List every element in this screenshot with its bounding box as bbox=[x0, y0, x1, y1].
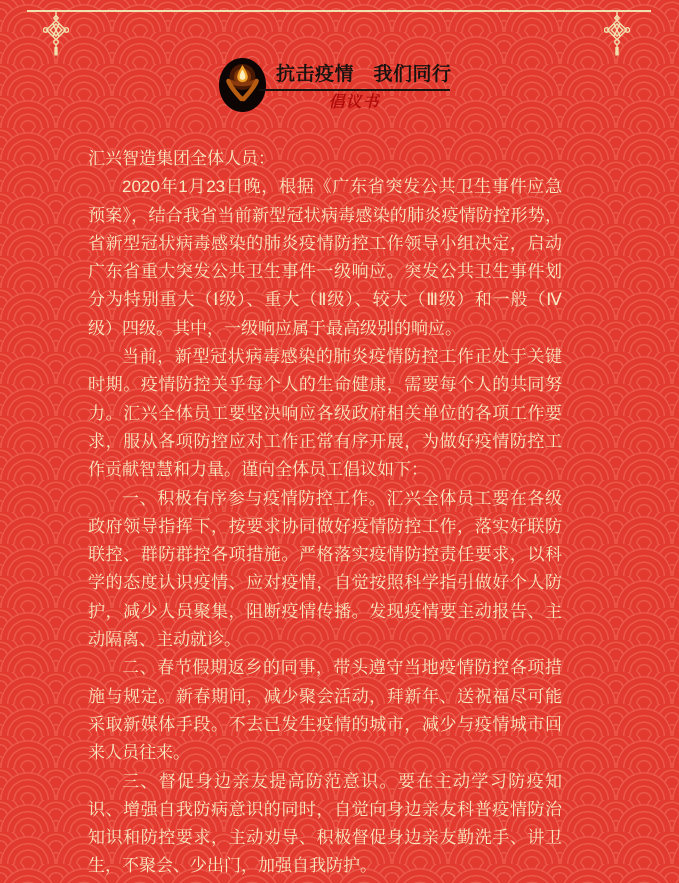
letter-paragraph: 2020年1月23日晚，根据《广东省突发公共卫生事件应急预案》，结合我省当前新型冠状病毒感染的肺炎疫情防控形势，省新型冠状病毒感染的肺炎疫情防控工作领导小组决定，启动广东省重大突发公共卫生事件一级响应。突发公共卫生事件划分为特别重大（Ⅰ级）、重大（Ⅱ级）、较大（Ⅲ级）和一般（Ⅳ级）四级。其中，一级响应属于最高级别的响应。 bbox=[88, 177, 562, 338]
letter-paragraphs bbox=[88, 173, 562, 880]
knot-tassel bbox=[54, 47, 57, 56]
header-rule bbox=[27, 10, 651, 12]
page-subtitle: 倡议书 bbox=[328, 94, 380, 111]
page-title: 抗击疫情 我们同行 bbox=[276, 64, 452, 85]
letter-paragraph: 当前，新型冠状病毒感染的肺炎疫情防控工作正处于关键时期。疫情防控关乎每个人的生命健康，需要每个人的共同努力。汇兴全体员工要坚决响应各级政府相关单位的各项工作要求，服从各项防控应对工作正常有序开展，为做好疫情防控工作贡献智慧和力量。谨向全体员工倡议如下： bbox=[88, 347, 562, 480]
title-underline bbox=[259, 89, 450, 91]
chinese-knot-icon bbox=[604, 11, 630, 57]
letter-body bbox=[88, 145, 562, 881]
letter-paragraph: 二、春节假期返乡的同事，带头遵守当地疫情防控各项措施与规定。新春期间，减少聚会活动，拜新年、送祝福尽可能采取新媒体手段。不去已发生疫情的城市，减少与疫情城市回来人员往来。 bbox=[88, 658, 562, 763]
letter-paragraph: 三、督促身边亲友提高防范意识。要在主动学习防疫知识、增强自我防病意识的同时，自觉向身边亲友科普疫情防治知识和防控要求，主动劝导、积极督促身边亲友勤洗手、讲卫生，不聚会、少出门，加强自我防护。 bbox=[88, 771, 562, 876]
salutation: 汇兴智造集团全体人员： bbox=[88, 149, 275, 168]
letter-paragraph: 一、积极有序参与疫情防控工作。汇兴全体员工要在各级政府领导指挥下，按要求协同做好疫情防控工作，落实好联防联控、群防群控各项措施。严格落实疫情防控责任要求，以科学的态度认识疫情、应对疫情，自觉按照科学指引做好个人防护，减少人员聚集，阻断疫情传播。发现疫情要主动报告、主动隔离、主动就诊。 bbox=[88, 488, 562, 650]
knot-tassel bbox=[615, 47, 618, 56]
chinese-knot-icon bbox=[43, 11, 69, 57]
